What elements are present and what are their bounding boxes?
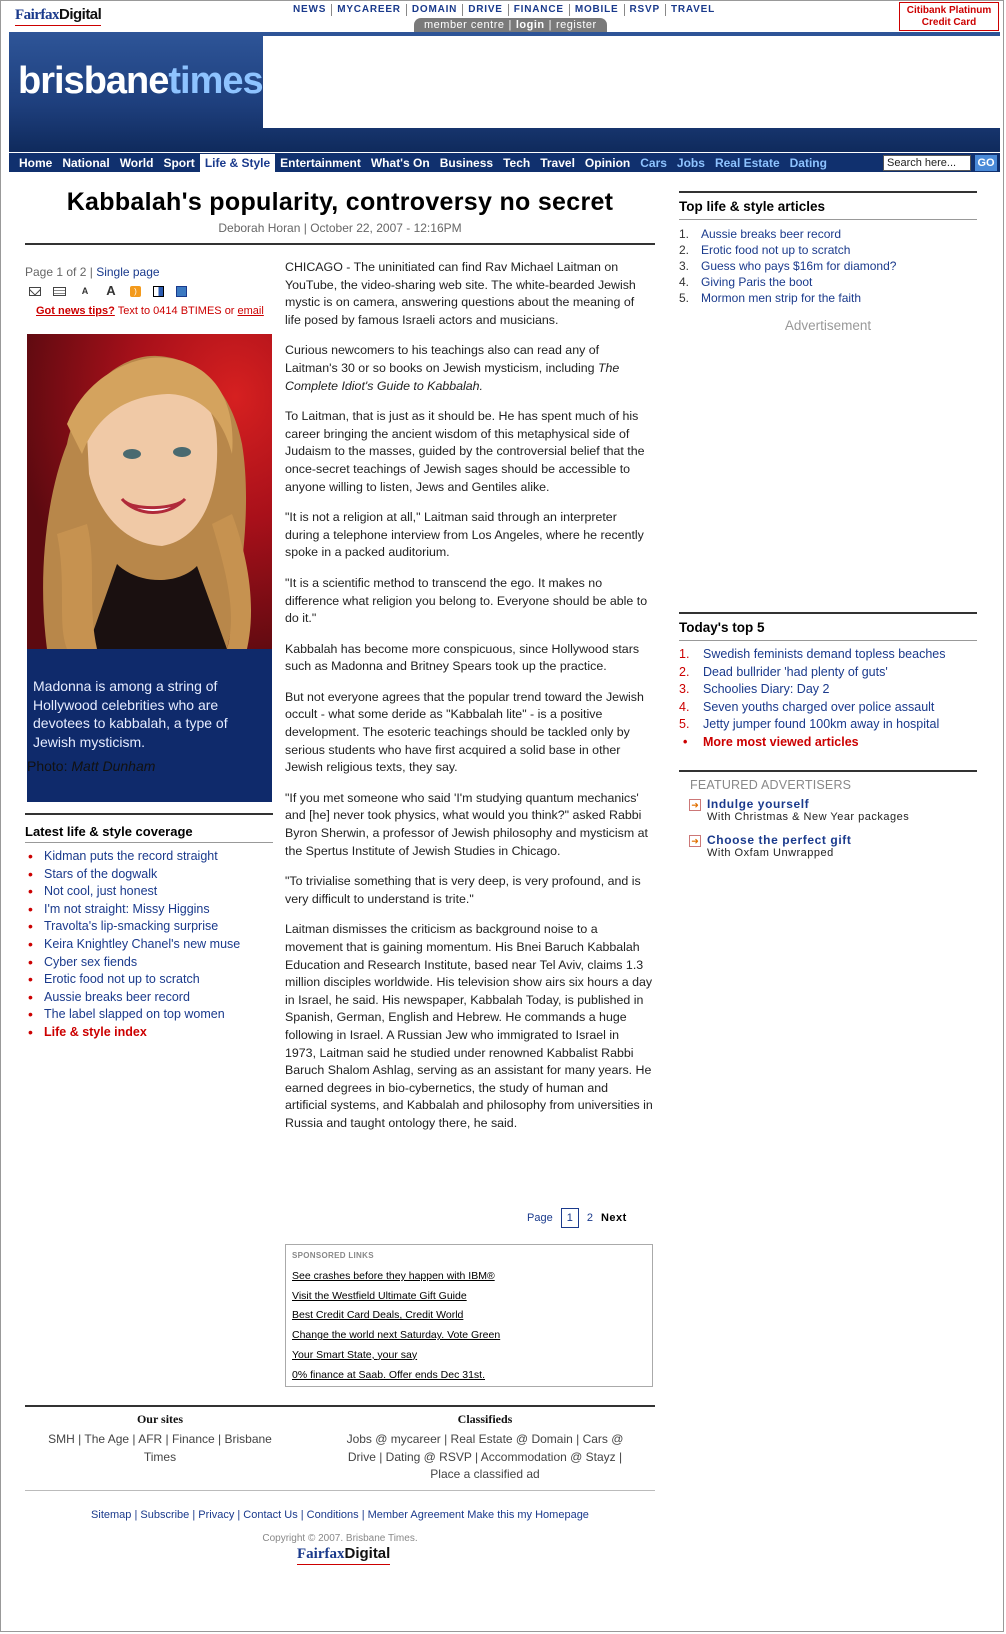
paragraph: "It is not a religion at all," Laitman said through an interpreter during a telephone interview from Los Angeles, where he recently spoke in a packed auditorium. (285, 510, 644, 560)
featured-advertiser[interactable]: ➜ Choose the perfect gift With Oxfam Unwrapped (689, 833, 851, 859)
masthead (9, 32, 1000, 152)
most-viewed-link[interactable]: Jetty jumper found 100km away in hospital (703, 717, 940, 732)
paragraph: "To trivialise something that is very deep, is very profound, and is very difficult to understand is trite." (285, 874, 641, 906)
email-link[interactable]: email (237, 305, 264, 317)
latest-link[interactable]: Cyber sex fiends (44, 954, 138, 969)
featured-advertiser[interactable]: ➜ Indulge yourself With Christmas & New Year packages (689, 797, 909, 823)
latest-link[interactable]: Not cool, just honest (44, 884, 158, 899)
classifieds-links[interactable]: Jobs @ mycareer | Real Estate @ Domain | Cars @ Drive | Dating @ RSVP | Accommodation @ Stayz | Place a classified ad (346, 1432, 624, 1482)
divider (25, 1405, 655, 1407)
network-link-drive[interactable]: DRIVE (463, 4, 509, 16)
fairfax-digital-logo[interactable]: FairfaxDigital (15, 6, 102, 23)
list-item: 5. Jetty jumper found 100km away in hospital (679, 716, 946, 734)
nav-business[interactable]: Business (439, 155, 494, 170)
our-sites-links[interactable]: SMH | The Age | AFR | Finance | Brisbane Times (48, 1432, 272, 1464)
nav-dating[interactable]: Dating (789, 155, 827, 170)
nav-sport[interactable]: Sport (163, 155, 195, 170)
list-item (28, 901, 240, 919)
arrow-right-icon: ➜ (689, 835, 701, 847)
nav-opinion[interactable]: Opinion (584, 155, 631, 170)
nav-travel[interactable]: Travel (540, 155, 575, 170)
page-1-button[interactable]: 1 (561, 1208, 579, 1228)
list-item: 2. Dead bullrider 'had plenty of guts' (679, 664, 946, 682)
divider (679, 612, 977, 614)
news-tip: Got news tips? Text to 0414 BTIMES or email (36, 305, 264, 317)
advertisement-label: Advertisement (784, 318, 872, 333)
nav-whats-on[interactable]: What's On (370, 155, 430, 170)
divider (679, 640, 977, 641)
top-article-link[interactable]: Giving Paris the boot (701, 275, 813, 289)
network-link-travel[interactable]: TRAVEL (670, 4, 715, 15)
digg-icon[interactable] (176, 286, 187, 297)
register-link[interactable]: register (555, 19, 597, 31)
paragraph: "If you met someone who said 'I'm studying quantum mechanics' and [he] never took physics, what would you think?" asked Rabbi Byron Sherwin, a professor of Jewish philosophy and mysticism at the Spertus Institute of Jewish Studies in Chicago. (285, 790, 648, 858)
brisbanetimes-logo[interactable]: brisbanetimes (18, 60, 263, 102)
network-link-rsvp[interactable]: RSVP (625, 4, 666, 16)
divider (679, 770, 977, 772)
article-tools (29, 285, 187, 297)
top-articles-list (679, 226, 896, 306)
single-page-link[interactable]: Single page (96, 265, 160, 279)
footer-links[interactable]: Sitemap | Subscribe | Privacy | Contact Us | Conditions | Member Agreement Make this my Homepage (91, 1509, 589, 1521)
list-item (28, 971, 240, 989)
list-item: 4. Giving Paris the boot (679, 275, 813, 289)
top-article-link[interactable]: Aussie breaks beer record (701, 227, 842, 241)
sponsored-link[interactable]: 0% finance at Saab. Offer ends Dec 31st. (292, 1368, 486, 1381)
sponsored-link[interactable]: Best Credit Card Deals, Credit World (292, 1309, 464, 1322)
featured-advertisers-heading: FEATURED ADVERTISERS (690, 778, 852, 792)
sponsored-heading: SPONSORED LINKS (292, 1251, 374, 1260)
login-link[interactable]: login (515, 19, 545, 31)
nav-life-style[interactable]: Life & Style (200, 154, 275, 172)
madonna-portrait-image (27, 334, 272, 649)
list-item: 4. Seven youths charged over police assault (679, 699, 946, 717)
list-item: 3. Schoolies Diary: Day 2 (679, 681, 946, 699)
latest-link[interactable]: Kidman puts the record straight (44, 849, 218, 863)
latest-link[interactable]: Erotic food not up to scratch (44, 972, 200, 987)
nav-real-estate[interactable]: Real Estate (714, 155, 780, 170)
list-item (28, 848, 240, 866)
life-style-index-link[interactable]: Life & style index (44, 1024, 147, 1039)
divider (679, 219, 977, 220)
list-item (28, 866, 240, 884)
todays-top-list (679, 646, 946, 752)
main-nav (9, 152, 1000, 172)
list-item (28, 918, 240, 936)
text-larger-icon[interactable]: A (106, 283, 116, 298)
member-tab: member centre | login | register (414, 18, 607, 32)
fairfax-digital-footer-logo[interactable]: FairfaxDigital (297, 1545, 391, 1562)
latest-link[interactable]: Travolta's lip-smacking surprise (44, 919, 219, 934)
list-item (28, 883, 240, 901)
network-link-news[interactable]: NEWS (288, 4, 332, 16)
article-photo (27, 334, 272, 649)
classifieds: Classifieds Jobs @ mycareer | Real Estate @ Domain | Cars @ Drive | Dating @ RSVP | Accommodation @ Stayz | Place a classified ad (330, 1412, 640, 1484)
paragraph: Laitman dismisses the criticism as background noise to a movement that is gaining momentum. His Bnei Baruch Kabbalah Education and Research Institute, based near Tel Aviv, claims 1.3 million disciples worldwide. His television show airs six hours a day in Israel, he said. His newspaper, Kabbalah Today, is published in Spanish, German, English and Hebrew. He commands a huge following in Israel. A Russian Jew who immigrated to Israel in 1973, Laitman said he studied under renowned Kabbalist Rabbi Baruch Shalom Ashlag, serving as an assistant for many years. He earned degrees in bio-cybernetics, the study of human and artificial systems, and Kabbalah and philosophy from universities in Russia and taught ontology there, he said. (285, 922, 653, 1130)
latest-link[interactable]: Aussie breaks beer record (44, 989, 190, 1004)
most-viewed-link[interactable]: Schoolies Diary: Day 2 (703, 682, 830, 697)
most-viewed-link[interactable]: Seven youths charged over police assault (703, 699, 935, 714)
top-bar (9, 0, 997, 32)
list-item (28, 1024, 240, 1042)
email-icon[interactable] (29, 287, 41, 296)
latest-link[interactable]: Keira Knightley Chanel's new muse (44, 936, 241, 951)
citibank-promo[interactable]: Citibank Platinum Credit Card (899, 2, 999, 31)
sponsored-link[interactable]: Change the world next Saturday. Vote Green (292, 1329, 501, 1342)
list-item (28, 1006, 240, 1024)
sponsored-link[interactable]: Visit the Westfield Ultimate Gift Guide (292, 1289, 467, 1302)
sponsored-link[interactable]: See crashes before they happen with IBM® (292, 1270, 495, 1282)
rss-icon[interactable]: ) (130, 286, 141, 297)
top-article-link[interactable]: Guess who pays $16m for diamond? (701, 259, 897, 273)
copyright: Copyright © 2007. Brisbane Times. (262, 1533, 418, 1544)
divider (25, 243, 655, 245)
todays-top-heading: Today's top 5 (679, 620, 765, 635)
list-item: • More most viewed articles (679, 734, 946, 752)
banner-ad[interactable] (263, 36, 1001, 128)
photo-caption (27, 649, 272, 802)
list-item (28, 954, 240, 972)
paragraph: Curious newcomers to his teachings also can read any of Laitman's 30 or so books on Jewish mysticism, including The Complete Idiot's Guide to Kabbalah. (285, 343, 620, 393)
list-item: 3. Guess who pays $16m for diamond? (679, 259, 897, 273)
paragraph: CHICAGO - The uninitiated can find Rav Michael Laitman on YouTube, the video-sharing web site. The white-bearded Jewish mystic is on camera, answering questions about the meaning of life posed by famous Israeli actors and musicians. (285, 260, 636, 327)
nav-tech[interactable]: Tech (503, 155, 531, 170)
list-item (28, 936, 240, 954)
network-link-domain[interactable]: DOMAIN (407, 4, 463, 16)
divider (25, 1490, 655, 1491)
next-page-link[interactable]: Next (600, 1212, 627, 1224)
arrow-right-icon: ➜ (689, 799, 701, 811)
list-item: 5. Mormon men strip for the faith (679, 291, 862, 305)
most-viewed-link[interactable]: Swedish feminists demand topless beaches (703, 647, 946, 661)
latest-coverage-heading: Latest life & style coverage (25, 824, 193, 839)
network-link-mycareer[interactable]: MYCAREER (332, 4, 407, 16)
top-articles-heading: Top life & style articles (679, 199, 826, 214)
print-icon[interactable] (53, 287, 66, 296)
list-item: 1. Swedish feminists demand topless beaches (679, 646, 946, 664)
article-body (285, 259, 653, 1146)
paragraph: To Laitman, that is just as it should be. He has spent much of his career bringing the ancient wisdom of this metaphysical side of Judaism to the masses, guided by the controversial belief that the once-secret teachings of Jewish sages should be accessible to anyone willing to listen, Jews and Gentiles alike. (285, 409, 645, 494)
paragraph: But not everyone agrees that the popular trend toward the Jewish occult - what some deride as "Kabbalah lite" - is a positive development. The esoteric teachings should be tackled only by serious students who have first acquired a solid base in other Jewish religious texts, they say. (285, 689, 644, 775)
latest-link[interactable]: Stars of the dogwalk (44, 866, 158, 881)
divider (25, 842, 273, 843)
nav-jobs[interactable]: Jobs (676, 155, 705, 170)
our-sites: Our sites SMH | The Age | AFR | Finance | Brisbane Times (40, 1412, 280, 1466)
nav-home[interactable]: Home (19, 155, 53, 170)
delicious-icon[interactable] (153, 286, 164, 297)
photo-credit: Photo: Matt Dunham (27, 758, 156, 774)
caption-text: Madonna is among a string of Hollywood celebrities who are devotees to kabbalah, a type of Jewish mysticism. (33, 678, 228, 750)
news-tip-link[interactable]: Got news tips? (36, 305, 115, 317)
divider (25, 813, 273, 815)
member-centre-link[interactable]: member centre (424, 19, 505, 31)
page-2-link[interactable]: 2 (586, 1212, 593, 1224)
paragraph: Kabbalah has become more conspicuous, since Hollywood stars such as Madonna and Britney Spears took up the practice. (285, 641, 640, 674)
sponsored-links (285, 1244, 653, 1387)
list-item (28, 989, 240, 1007)
paragraph: "It is a scientific method to transcend the ego. It makes no difference what religion you belong to. Everyone should be able to do it." (285, 575, 648, 626)
page-indicator: Page 1 of 2 | Single page (25, 265, 160, 279)
network-link-finance[interactable]: FINANCE (509, 4, 570, 16)
top-article-link[interactable]: Erotic food not up to scratch (701, 243, 851, 257)
top-article-link[interactable]: Mormon men strip for the faith (701, 291, 862, 305)
sponsored-link[interactable]: Your Smart State, your say (292, 1348, 418, 1361)
list-item: 2. Erotic food not up to scratch (679, 243, 851, 257)
pagination (527, 1208, 627, 1228)
latest-link[interactable]: The label slapped on top women (44, 1007, 225, 1022)
most-viewed-link[interactable]: Dead bullrider 'had plenty of guts' (703, 664, 888, 679)
divider (679, 191, 977, 193)
network-nav (288, 4, 720, 16)
nav-entertainment[interactable]: Entertainment (280, 155, 361, 170)
article-headline: Kabbalah's popularity, controversy no secret (66, 188, 614, 216)
latest-coverage-list (28, 848, 240, 1042)
pagination-label: Page (527, 1212, 553, 1224)
article-byline: Deborah Horan | October 22, 2007 - 12:16PM (218, 221, 462, 235)
network-link-mobile[interactable]: MOBILE (570, 4, 625, 16)
search-input[interactable]: Search here... (883, 155, 971, 171)
search-go-button[interactable]: GO (975, 155, 997, 171)
list-item: 1. Aussie breaks beer record (679, 227, 842, 241)
nav-cars[interactable]: Cars (640, 155, 667, 170)
latest-link[interactable]: I'm not straight: Missy Higgins (44, 901, 210, 916)
more-most-viewed-link[interactable]: More most viewed articles (703, 734, 859, 749)
text-smaller-icon[interactable]: A (81, 286, 89, 296)
nav-national[interactable]: National (62, 155, 110, 170)
nav-world[interactable]: World (119, 155, 154, 170)
